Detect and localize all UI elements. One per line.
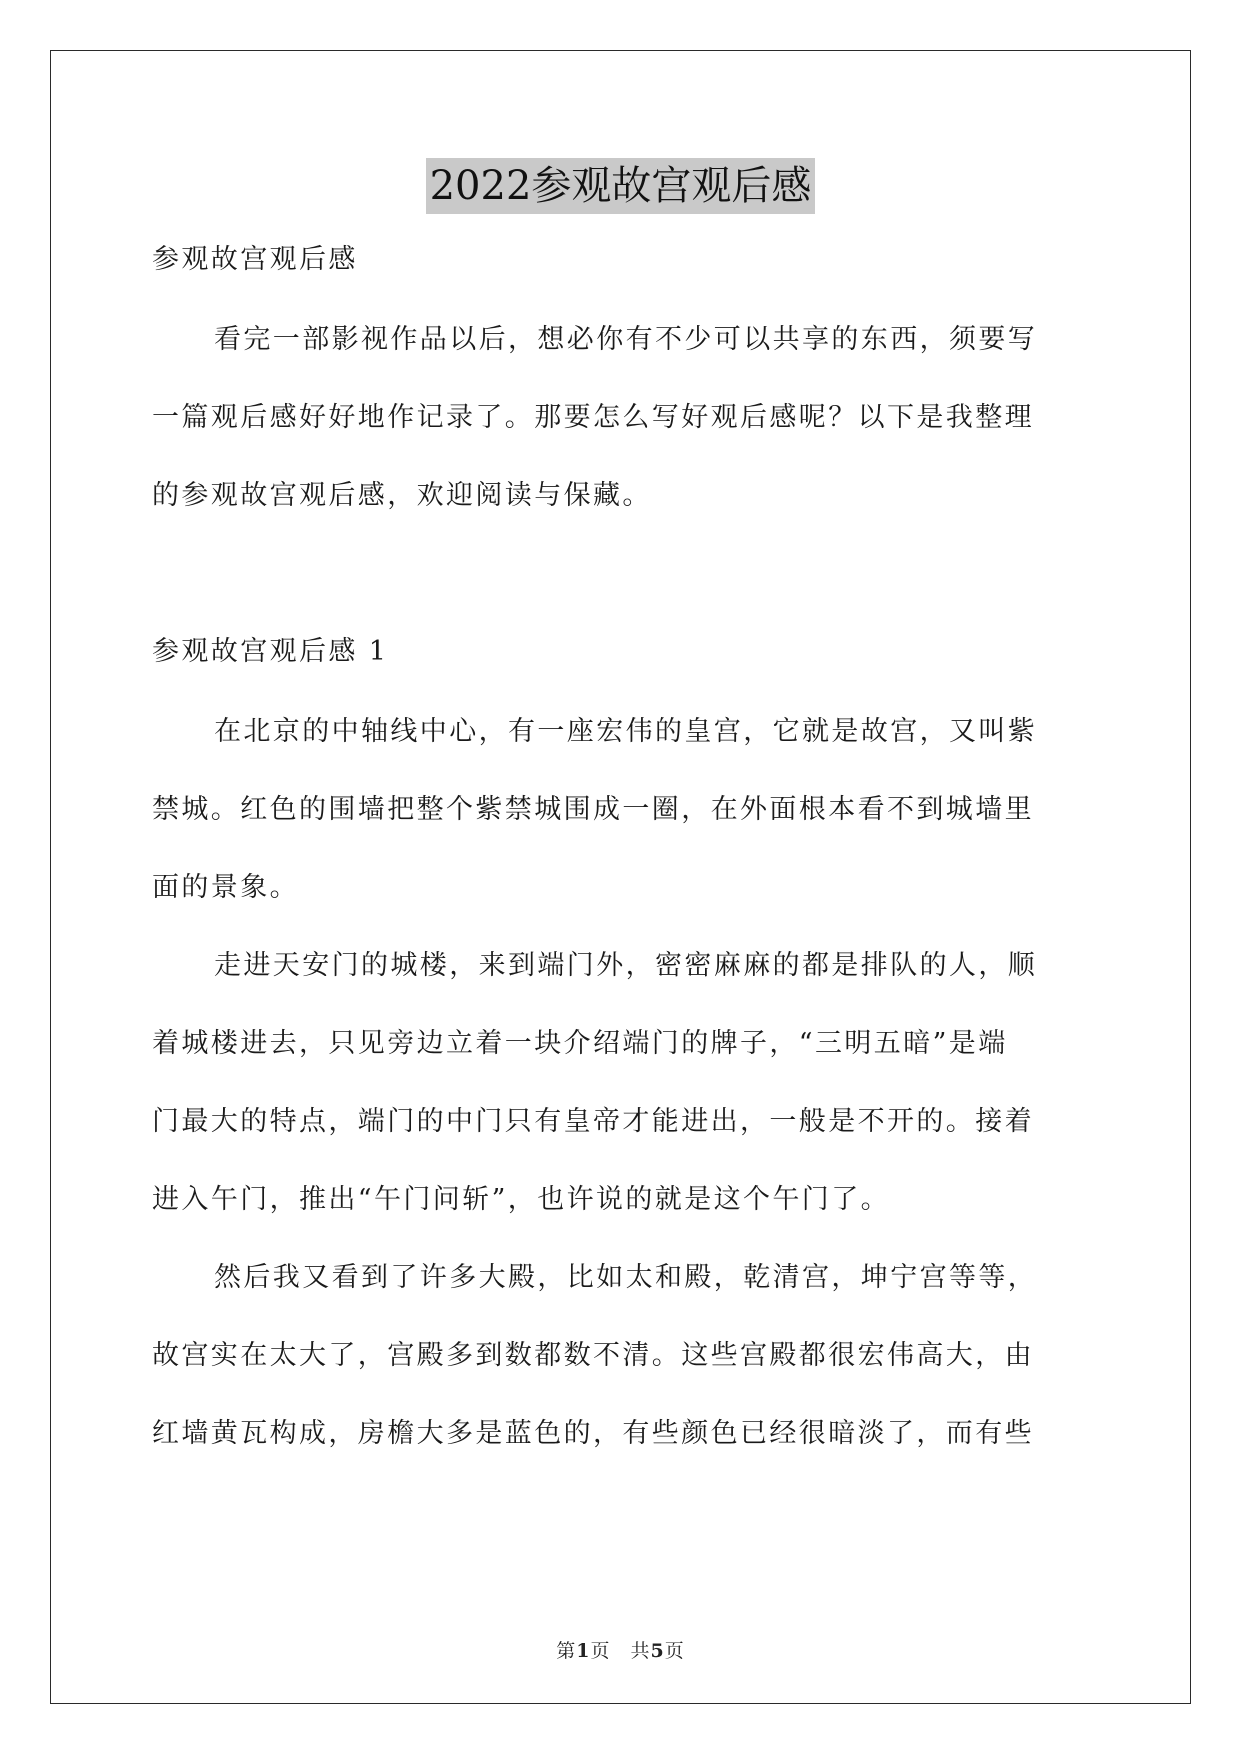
document-title: 2022参观故宫观后感 <box>426 158 816 214</box>
subtitle: 参观故宫观后感 <box>152 244 358 275</box>
current-page-number: 1 <box>576 1640 591 1662</box>
section-heading: 参观故宫观后感 1 <box>152 636 389 667</box>
footer-prefix: 第 <box>556 1640 577 1662</box>
paragraph-1-line-2: 禁城。红色的围墙把整个紫禁城围成一圈，在外面根本看不到城墙里 <box>152 794 1034 825</box>
paragraph-3-line-2: 故宫实在太大了，宫殿多到数都数不清。这些宫殿都很宏伟高大，由 <box>152 1340 1034 1371</box>
footer-mid: 页 共 <box>590 1640 651 1662</box>
paragraph-3-line-3: 红墙黄瓦构成，房檐大多是蓝色的，有些颜色已经很暗淡了，而有些 <box>152 1418 1034 1449</box>
paragraph-2-line-2: 着城楼进去，只见旁边立着一块介绍端门的牌子，“三明五暗”是端 <box>152 1028 1008 1059</box>
paragraph-2-line-3: 门最大的特点，端门的中门只有皇帝才能进出，一般是不开的。接着 <box>152 1106 1034 1137</box>
blank-line <box>152 550 1092 628</box>
paragraph-2-line-4: 进入午门，推出“午门问斩”，也许说的就是这个午门了。 <box>152 1184 891 1215</box>
paragraph-2-line-1: 走进天安门的城楼，来到端门外，密密麻麻的都是排队的人，顺 <box>214 950 1038 981</box>
title-container <box>0 158 1241 214</box>
intro-line-2: 一篇观后感好好地作记录了。那要怎么写好观后感呢？以下是我整理 <box>152 402 1034 433</box>
document-body <box>152 236 1092 1488</box>
intro-line-1: 看完一部影视作品以后，想必你有不少可以共享的东西，须要写 <box>214 324 1038 355</box>
footer-suffix: 页 <box>664 1640 685 1662</box>
paragraph-3-line-1: 然后我又看到了许多大殿，比如太和殿，乾清宫，坤宁宫等等， <box>214 1262 1038 1293</box>
paragraph-1-line-3: 面的景象。 <box>152 872 299 903</box>
paragraph-1-line-1: 在北京的中轴线中心，有一座宏伟的皇宫，它就是故宫，又叫紫 <box>214 716 1038 747</box>
total-page-number: 5 <box>650 1640 665 1662</box>
page-footer <box>0 1636 1241 1663</box>
intro-line-3: 的参观故宫观后感，欢迎阅读与保藏。 <box>152 480 652 511</box>
